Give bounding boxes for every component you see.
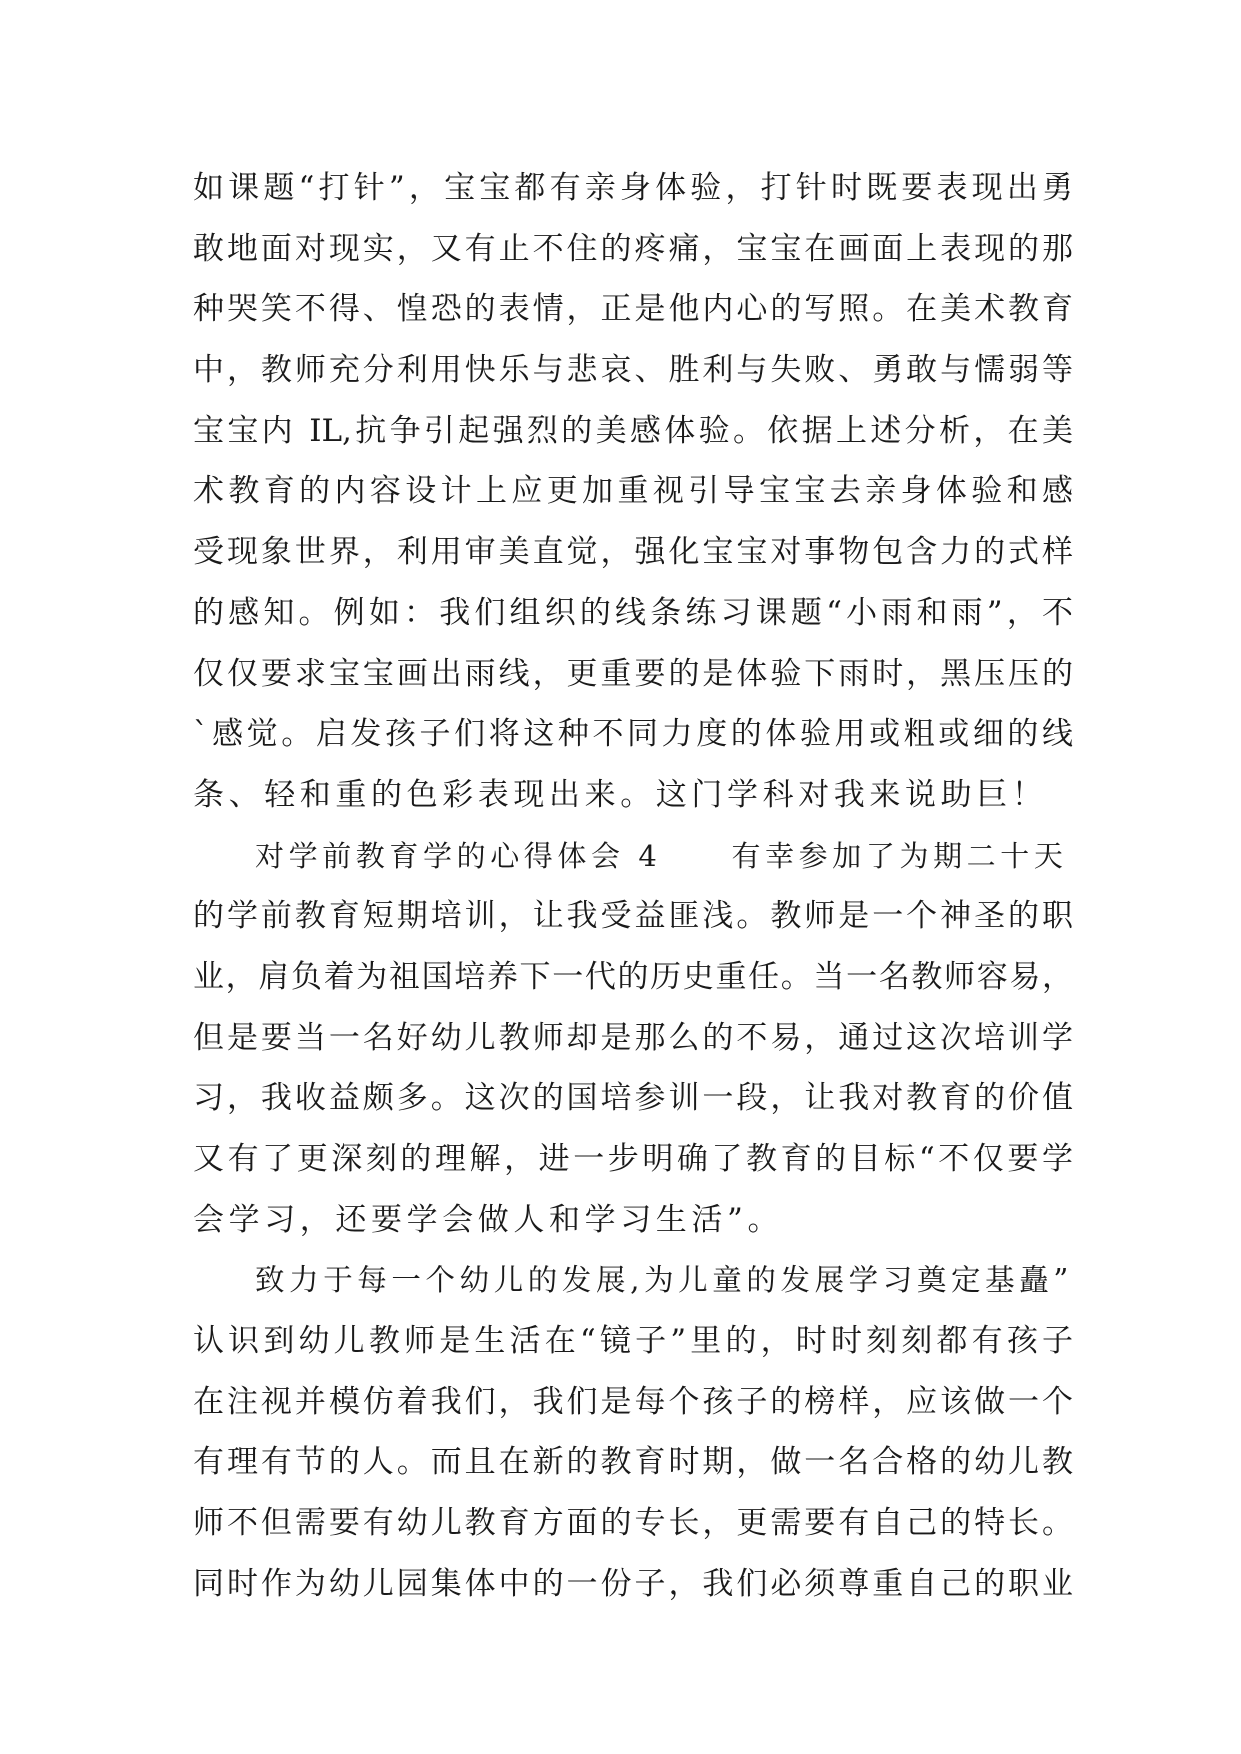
text-line: 受现象世界，利用审美直觉，强化宝宝对事物包含力的式样 (193, 534, 1073, 571)
text-line: 会学习，还要学会做人和学习生活”。 (193, 1201, 784, 1238)
text-line: 条、轻和重的色彩表现出来。这门学科对我来说助巨！ (193, 776, 1048, 813)
text-line: 中，教师充分利用快乐与悲哀、胜利与失败、勇敢与懦弱等 (193, 352, 1073, 389)
text-line: 的学前教育短期培训，让我受益匪浅。教师是一个神圣的职 (193, 898, 1073, 935)
section-heading-line (193, 826, 1073, 887)
text-line: 习，我收益颇多。这次的国培参训一段，让我对教育的价值 (193, 1080, 1073, 1117)
text-line: 如课题“打针”，宝宝都有亲身体验，打针时既要表现出勇 (193, 170, 1073, 206)
text-line: 业，肩负着为祖国培养下一代的历史重任。当一名教师容易， (193, 958, 1073, 995)
text-line: 在注视并模仿着我们，我们是每个孩子的榜样，应该做一个 (193, 1383, 1073, 1420)
text-line: 但是要当一名好幼儿教师却是那么的不易，通过这次培训学 (193, 1019, 1073, 1056)
body-text (193, 158, 1073, 1615)
text-line: 致力于每一个幼儿的发展,为儿童的发展学习奠定基矗” (255, 1263, 1073, 1298)
text-line: 术教育的内容设计上应更加重视引导宝宝去亲身体验和感 (193, 473, 1073, 510)
text-line: 有理有节的人。而且在新的教育时期，做一名合格的幼儿教 (193, 1444, 1073, 1481)
text-line: 仅仅要求宝宝画出雨线，更重要的是体验下雨时，黑压压的 (193, 655, 1073, 692)
text-line: `感觉。启发孩子们将这种不同力度的体验用或粗或细的线 (193, 716, 1073, 753)
text-line: 又有了更深刻的理解，进一步明确了教育的目标“不仅要学 (193, 1141, 1073, 1177)
heading-continuation: 有幸参加了为期二十天 (731, 838, 1068, 873)
text-line: 师不但需要有幼儿教育方面的专长，更需要有自己的特长。 (193, 1505, 1073, 1542)
text-line: 同时作为幼儿园集体中的一份子，我们必须尊重自己的职业 (193, 1565, 1073, 1602)
text-line: 的感知。例如：我们组织的线条练习课题“小雨和雨”，不 (193, 594, 1073, 631)
text-line: 种哭笑不得、惶恐的表情，正是他内心的写照。在美术教育 (193, 291, 1073, 328)
text-line: 敢地面对现实，又有止不住的疼痛，宝宝在画面上表现的那 (193, 230, 1073, 267)
text-line: 认识到幼儿教师是生活在“镜子”里的，时时刻刻都有孩子 (193, 1323, 1073, 1360)
section-heading: 对学前教育学的心得体会 4 (255, 838, 662, 873)
text-line: 宝宝内 IL,抗争引起强烈的美感体验。依据上述分析，在美 (193, 412, 1073, 449)
